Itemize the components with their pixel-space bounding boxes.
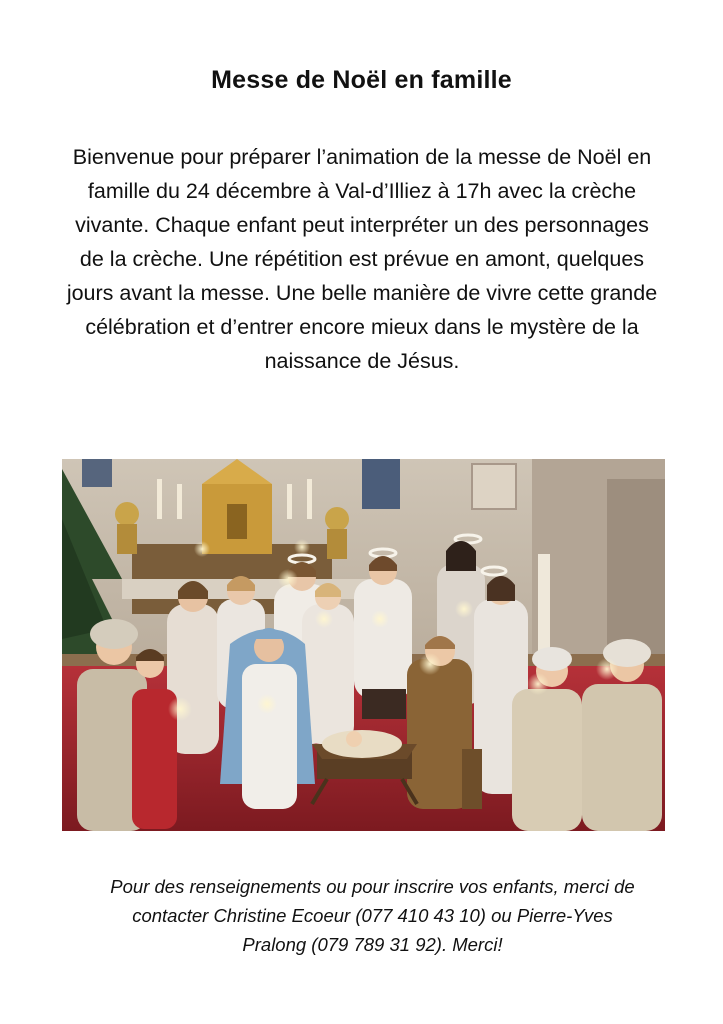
- stained-window: [362, 459, 400, 509]
- page-title: Messe de Noël en famille: [211, 66, 512, 94]
- contact-paragraph: Pour des renseignements ou pour inscrire vos enfants, merci de contacter Christine Ecoeur (077 410 43 10) ou Pierre-Yves Pralong (079 789 31 92). Merci!: [110, 876, 635, 955]
- nativity-photo: [62, 459, 665, 831]
- intro-paragraph: Bienvenue pour préparer l’animation de la messe de Noël en famille du 24 décembre à Val-d’Illiez à 17h avec la crèche vivante. Chaque enfant peut interpréter un des personnages de la crèche. Une répétition est prévue en amont, quelques jours avant la messe. Une belle manière de vivre cette grande célébration et d’entrer encore mieux dans le mystère de la naissance de Jésus.: [66, 145, 658, 373]
- mary-figure: [220, 628, 315, 809]
